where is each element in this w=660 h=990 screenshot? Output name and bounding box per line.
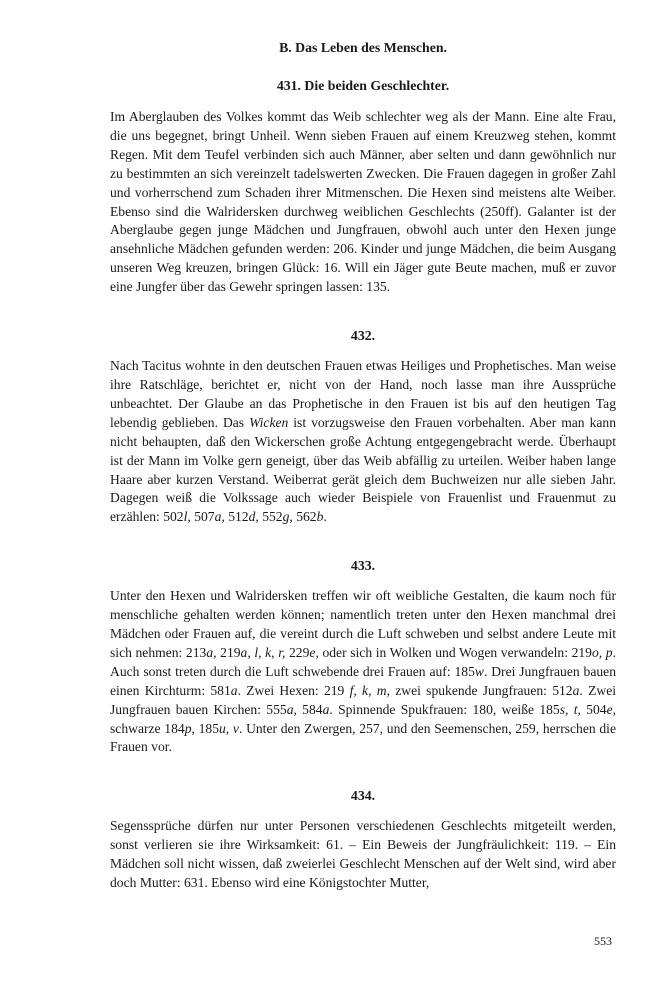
text-run: .: [323, 509, 327, 525]
italic-run: s, t,: [559, 701, 581, 717]
italic-run: g,: [282, 509, 293, 525]
text-run: . Drei Jungfrauen bauen einen Kirchturm: 581: [110, 663, 616, 698]
italic-run: e,: [606, 701, 617, 717]
text-run: zwei spukende Jungfrauen: 512: [389, 682, 573, 698]
text-run: 185: [194, 720, 219, 736]
text-run: Segenssprüche dürfen nur unter Personen verschiedenen Geschlechts mitgeteilt werden, sonst verlieren sie ihre Wirksamkeit: 61. – Ein Beweis der Jungfräulichkeit: 119. – Ein Mädchen soll nicht wissen, daß zweierlei Geschlecht Menschen auf der Welt sind, wird aber doch Mutter: 631. Ebenso wird eine Königstochter Mutter,: [110, 818, 616, 891]
italic-run: d,: [248, 509, 259, 525]
text-run: 512: [224, 509, 249, 525]
section-431-text: [110, 108, 616, 297]
text-run: Unter den Hexen und Walridersken treffen wir oft weibliche Gestalten, die kaum noch für menschliche gehalten werden können; namentlich treten unter den Hexen manchmal drei Mädchen oder Frauen auf, die vereint durch die Luft schweben und selbst andere Leute mit sich nehmen: 213: [110, 588, 616, 660]
text-run: Im Aberglauben des Volkes kommt das Weib schlechter weg als der Mann. Eine alte Frau, die uns begegnet, bringt Unheil. Wenn sieben Frauen auf einem Kreuzweg stehen, kommt Regen. Mit dem Teufel verbinden sich auch Männer, aber selten und dann gewöhnlich nur zu bestimmten an sich vereinzelt tadelswerten Zwecken. Die Frauen dagegen in großer Zahl und vorherrschend zum Schaden ihrer Mitmenschen. Die Hexen sind meistens alte Weiber. Ebenso sind die Walridersken durchweg weiblichen Geschlechts (250ff). Galanter ist der Aberglaube gegen junge Mädchen und Jungfrauen, obwohl auch unter den Hexen junge ansehnliche Mädchen gefunden werden: 206. Kinder und junge Mädchen, die beim Ausgang unseren Weg kreuzen, bringen Glück: 16. Will ein Jäger gute Beute machen, muß er zuvor eine Jungfer über das Gewehr springen lassen: 135.: [110, 109, 616, 295]
italic-run: e,: [309, 644, 319, 660]
italic-run: a,: [206, 644, 217, 660]
text-run: . Unter den Zwergen, 257, und den Seemenschen, 259, herrschen die Frauen vor.: [110, 720, 616, 755]
italic-run: u, v: [219, 720, 239, 736]
italic-run: a,: [214, 509, 225, 525]
text-run: ist vorzugsweise den Frauen vorbehalten. Aber man kann nicht behaupten, daß den Wickerschen große Achtung entgegengebracht werde. Überhaupt ist der Mann im Volke gern geneigt, über das Weib abfällig zu urteilen. Weiber haben lange Haare aber kurzen Verstand. Weiberrat gerät gleich dem Buchweizen nur alle sieben Jahr. Dagegen weiß die Volkssage auch wieder Beispiele von Frauenlist und Frauenmut zu erzählen: 502: [110, 414, 616, 525]
page-body: [110, 38, 616, 893]
italic-run: a: [572, 682, 580, 698]
text-run: 507: [190, 509, 215, 525]
section-title-433: 433.: [350, 558, 376, 574]
italic-run: b: [316, 509, 324, 525]
text-run: Nach Tacitus wohnte in den deutschen Frauen etwas Heiliges und Prophetisches. Man weise ihre Ratschläge, berichtet er, nicht von der Hand, noch lasse man ihre Aussprüche unbeachtet. Der Glaube an das Prophetische in den Frauen ist bis auf den heutigen Tag lebendig geblieben. Das: [110, 358, 616, 430]
text-run: . Zwei Hexen: 219: [237, 682, 350, 698]
italic-run: Wicken: [249, 414, 289, 430]
text-run: 552: [258, 509, 283, 525]
italic-run: a, l, k, r,: [240, 644, 286, 660]
italic-run: p,: [184, 720, 195, 736]
section-title-431: 431. Die beiden Geschlechter.: [276, 78, 450, 93]
italic-run: l,: [183, 509, 191, 525]
section-432-text: [110, 357, 616, 527]
italic-run: a,: [286, 701, 297, 717]
text-run: 229: [285, 644, 310, 660]
text-run: oder sich in Wolken und Wogen verwandeln: 219: [318, 644, 592, 660]
text-run: . Spinnende Spukfrauen: 180, weiße 185: [329, 701, 560, 717]
text-run: 219: [216, 644, 241, 660]
section-434-text: [110, 817, 616, 893]
section-title-434: 434.: [350, 788, 376, 804]
text-run: 504: [580, 701, 607, 717]
text-run: . Auch sonst treten durch die Luft schwebende drei Frauen auf: 185: [110, 644, 616, 679]
text-run: 562: [292, 509, 317, 525]
italic-run: w: [474, 663, 484, 679]
part-title: B. Das Leben des Menschen.: [279, 40, 447, 55]
text-run: 584: [296, 701, 323, 717]
page-number: 553: [594, 934, 612, 948]
text-run: . Zwei Jungfrauen bauen Kirchen: 555: [110, 682, 617, 717]
italic-run: a: [230, 682, 238, 698]
italic-run: o, p: [591, 644, 613, 660]
text-run: schwarze 184: [110, 720, 185, 736]
italic-run: f, k, m,: [349, 682, 390, 698]
italic-run: a: [322, 701, 330, 717]
section-title-432: 432.: [350, 328, 376, 344]
section-433-text: [110, 587, 616, 757]
